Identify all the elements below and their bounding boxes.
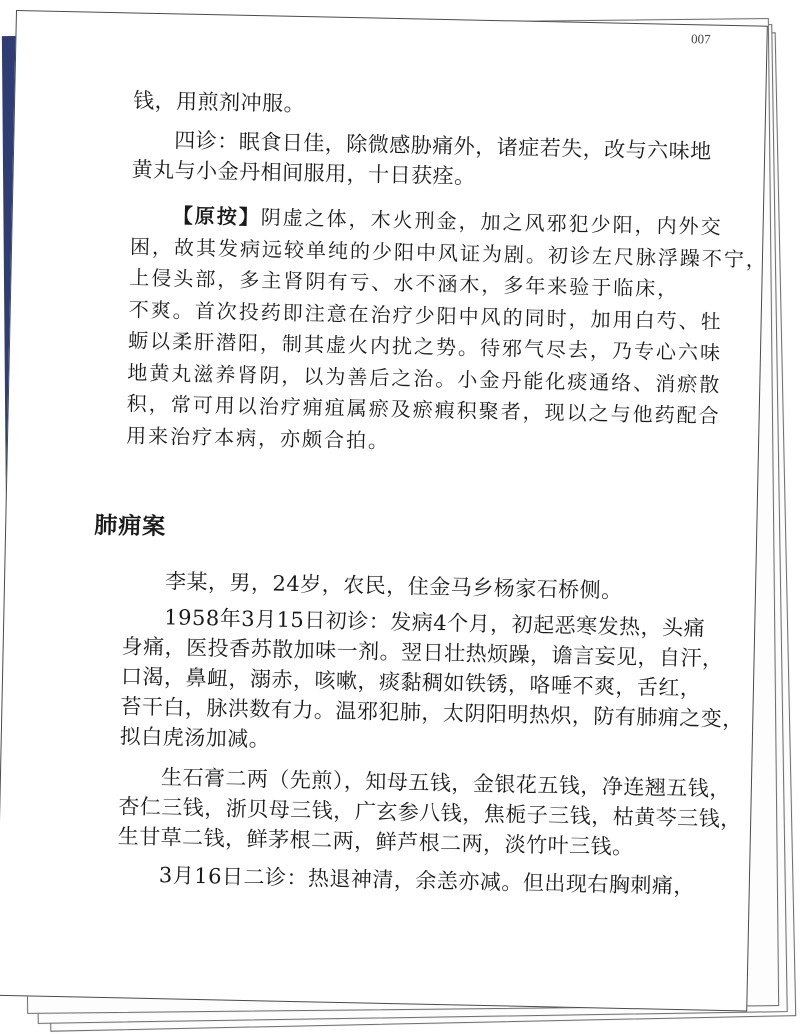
note-line: 蛎以柔肝潜阳，制其虚火内扰之势。待邪气尽去，乃专心六味 — [127, 328, 723, 365]
note-line: 地黄丸滋养肾阴，以为善后之治。小金丹能化痰通络、消瘀散 — [127, 359, 722, 397]
fourth-visit-paragraph — [131, 124, 712, 196]
book-page — [0, 10, 768, 1012]
section-title: 肺痈案 — [93, 511, 167, 541]
text-line: 李某，男，24岁，农民，住金马乡杨家石桥侧。 — [164, 569, 623, 603]
text-line: 杏仁三钱，浙贝母三钱，广玄参八钱，焦栀子三钱，枯黄芩三钱， — [118, 794, 742, 832]
text-line: 3月16日二诊：热退神清，余恙亦减。但出现右胸刺痛， — [158, 863, 696, 899]
prescription-paragraph — [117, 761, 742, 863]
note-line: 上侵头部，多主肾阴有亏、水不涵木，多年来验于临床， — [129, 265, 680, 301]
text-line: 苔干白，脉洪数有力。温邪犯肺，太阴阳明热炽，防有肺痈之变， — [120, 694, 745, 732]
text-line: 1958年3月15日初诊：发病4个月，初起恶寒发热，头痛 — [164, 605, 706, 641]
note-label: 【原按】 — [172, 203, 261, 230]
text-line: 生甘草二钱，鲜茅根二两，鲜芦根二两，淡竹叶三钱。 — [117, 824, 634, 860]
page-number: 007 — [690, 31, 711, 47]
note-line: 积，常可用以治疗痈疽属瘀及瘀瘕积聚者，现以之与他药配合 — [126, 391, 721, 428]
note-line: 困，故其发病远较单纯的少阳中风证为剧。初诊左尺脉浮躁不宁， — [129, 233, 769, 272]
text-line: 拟白虎汤加减。 — [119, 724, 271, 752]
patient-info-paragraph — [123, 565, 694, 607]
original-note-paragraph — [125, 199, 769, 463]
text-line: 口渴，鼻衄，溺赤，咳嗽，痰黏稠如铁锈，咯唾不爽，舌红， — [120, 664, 702, 701]
first-visit-paragraph — [119, 601, 745, 763]
text-line: 四诊：眠食日佳，除微感胁痛外，诸症若失，改与六味地 — [174, 128, 712, 164]
note-line: 用来治疗本病，亦颇合拍。 — [125, 422, 391, 453]
note-line: 不爽。首次投药即注意在治疗少阳中风的同时，加用白芍、牡 — [128, 296, 723, 334]
note-line: 阴虚之体，木火刑金，加之风邪犯少阳，内外交 — [260, 205, 723, 239]
text-line: 黄丸与小金丹相间服用，十日获痊。 — [131, 157, 476, 189]
text-line: 钱，用煎剂冲服。 — [132, 88, 306, 117]
text-line: 生石膏二两（先煎），知母五钱，金银花五钱，净连翘五钱， — [160, 765, 732, 802]
second-visit-paragraph — [117, 859, 696, 901]
text-line: 身痛，医投香苏散加味一剂。翌日壮热烦躁，谵言妄见，自汗， — [121, 634, 724, 671]
prev-case-text — [133, 85, 704, 127]
